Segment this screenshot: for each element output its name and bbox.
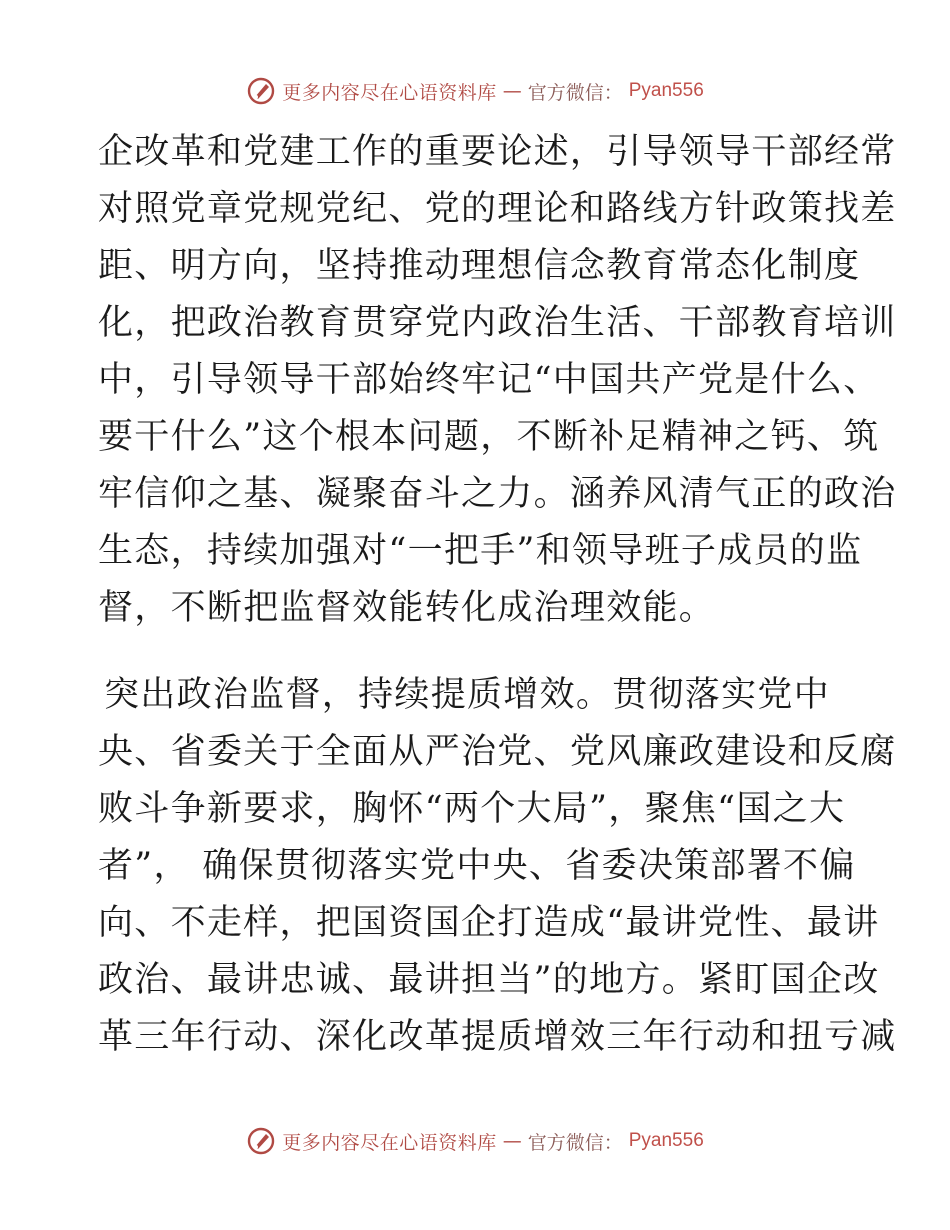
text-line: 向、不走样，把国资国企打造成“最讲党性、最讲 (98, 903, 880, 943)
text-line: 中，引导领导干部始终牢记“中国共产党是什么、 (98, 360, 880, 400)
banner-site-text: 更多内容尽在心语资料库 (282, 81, 497, 104)
header-banner (0, 76, 950, 106)
banner-wechat-id: Pyan556 (628, 80, 704, 101)
text-line: 革三年行动、深化改革提质增效三年行动和扭亏减 (98, 1017, 897, 1057)
text-line: 化，把政治教育贯穿党内政治生活、干部教育培训 (98, 303, 897, 343)
text-line: 督，不断把监督效能转化成治理效能。 (98, 588, 716, 628)
pen-circle-icon (246, 76, 276, 106)
text-line: 政治、最讲忠诚、最讲担当”的地方。紧盯国企改 (98, 960, 880, 1000)
paragraph-1 (98, 124, 897, 637)
text-line: 者”， 确保贯彻落实党中央、省委决策部署不偏 (98, 846, 856, 886)
text-line: 牢信仰之基、凝聚奋斗之力。涵养风清气正的政治 (98, 474, 897, 514)
text-line: 要干什么”这个根本问题，不断补足精神之钙、筑 (98, 417, 880, 457)
banner-wechat-id: Pyan556 (628, 1130, 704, 1151)
text-line: 生态，持续加强对“一把手”和领导班子成员的监 (98, 531, 863, 571)
footer-banner (0, 1126, 950, 1156)
text-line: 败斗争新要求，胸怀“两个大局”，聚焦“国之大 (98, 789, 846, 829)
pen-circle-icon (246, 1126, 276, 1156)
text-line: 突出政治监督，持续提质增效。贯彻落实党中 (104, 675, 831, 715)
paragraph-spacer (98, 637, 858, 667)
banner-wechat-label: 官方微信： (527, 81, 623, 104)
banner-separator: — (502, 1130, 522, 1152)
text-line: 对照党章党规党纪、党的理论和路线方针政策找差 (98, 189, 897, 229)
banner-separator: — (502, 80, 522, 102)
banner-site-text: 更多内容尽在心语资料库 (282, 1131, 497, 1154)
text-line: 企改革和党建工作的重要论述，引导领导干部经常 (98, 132, 897, 172)
document-body (98, 124, 897, 1066)
text-line: 央、省委关于全面从严治党、党风廉政建设和反腐 (98, 732, 897, 772)
banner-wechat-label: 官方微信： (527, 1131, 623, 1154)
text-line: 距、明方向，坚持推动理想信念教育常态化制度 (98, 246, 861, 286)
paragraph-2 (98, 667, 897, 1066)
